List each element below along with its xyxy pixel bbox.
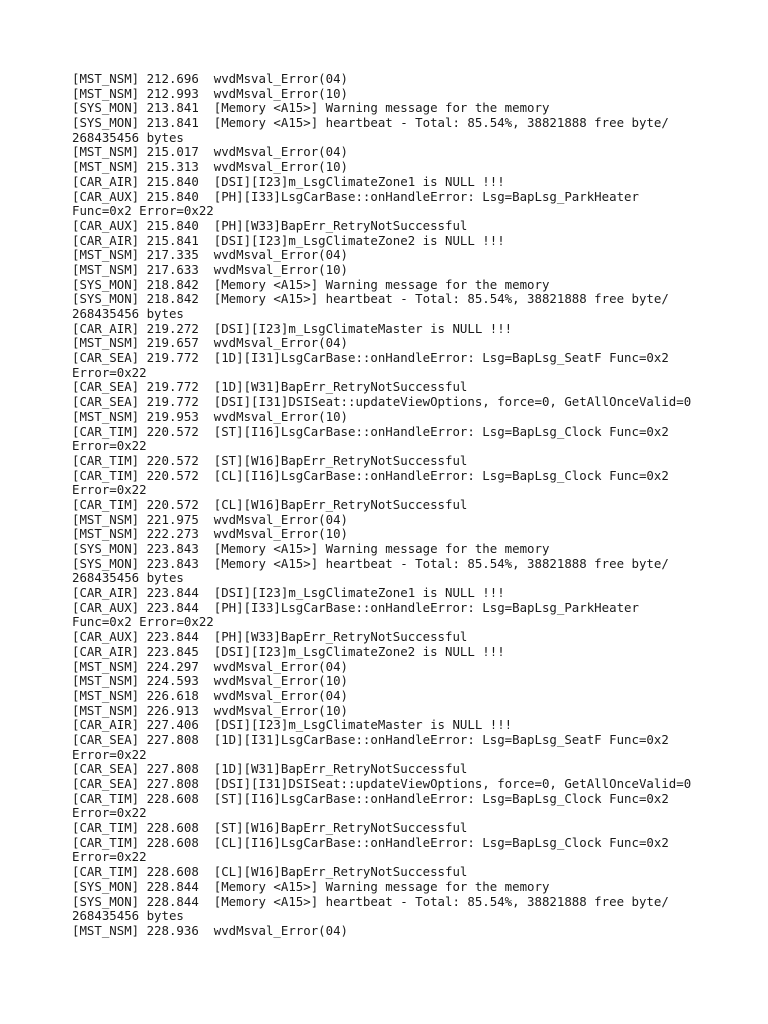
- log-line: [CAR_SEA] 219.772 [DSI][I31]DSISeat::updateViewOptions, force=0, GetAllOnceValid=0: [72, 394, 692, 410]
- log-line: [MST_NSM] 226.913 wvdMsval_Error(10): [72, 702, 349, 718]
- log-line: Error=0x22: [72, 746, 147, 762]
- log-line: [CAR_TIM] 220.572 [ST][W16]BapErr_RetryNotSuccessful: [72, 452, 468, 468]
- log-line: [SYS_MON] 218.842 [Memory <A15>] Warning message for the memory: [72, 276, 550, 292]
- log-line: [MST_NSM] 219.953 wvdMsval_Error(10): [72, 408, 349, 424]
- log-line: [CAR_TIM] 220.572 [ST][I16]LsgCarBase::onHandleError: Lsg=BapLsg_Clock Func=0x2: [72, 423, 669, 439]
- log-line: [CAR_AIR] 223.844 [DSI][I23]m_LsgClimateZone1 is NULL !!!: [72, 585, 505, 601]
- log-line: [MST_NSM] 222.273 wvdMsval_Error(10): [72, 526, 349, 542]
- log-line: [CAR_TIM] 228.608 [CL][W16]BapErr_RetryNotSuccessful: [72, 864, 468, 880]
- log-line: Func=0x2 Error=0x22: [72, 614, 214, 630]
- log-line: [CAR_AIR] 215.841 [DSI][I23]m_LsgClimateZone2 is NULL !!!: [72, 232, 505, 248]
- log-line: [CAR_AUX] 223.844 [PH][I33]LsgCarBase::onHandleError: Lsg=BapLsg_ParkHeater: [72, 599, 639, 615]
- log-line: [CAR_AIR] 219.272 [DSI][I23]m_LsgClimateMaster is NULL !!!: [72, 320, 513, 336]
- log-line: [MST_NSM] 224.593 wvdMsval_Error(10): [72, 673, 349, 689]
- log-line: [SYS_MON] 218.842 [Memory <A15>] heartbeat - Total: 85.54%, 38821888 free byte/: [72, 291, 669, 307]
- log-line: Error=0x22: [72, 482, 147, 498]
- log-line: [SYS_MON] 223.843 [Memory <A15>] Warning message for the memory: [72, 541, 550, 556]
- log-line: [CAR_SEA] 227.808 [1D][I31]LsgCarBase::onHandleError: Lsg=BapLsg_SeatF Func=0x2: [72, 731, 669, 747]
- log-line: [SYS_MON] 228.844 [Memory <A15>] Warning message for the memory: [72, 878, 550, 894]
- log-line: [SYS_MON] 213.841 [Memory <A15>] Warning message for the memory: [72, 100, 550, 116]
- log-line: [MST_NSM] 215.017 wvdMsval_Error(04): [72, 144, 349, 160]
- log-line: [MST_NSM] 212.696 wvdMsval_Error(04): [72, 71, 349, 86]
- log-line: [MST_NSM] 215.313 wvdMsval_Error(10): [72, 159, 349, 175]
- log-line: [CAR_SEA] 227.808 [1D][W31]BapErr_RetryNotSuccessful: [72, 761, 468, 777]
- log-line: [MST_NSM] 221.975 wvdMsval_Error(04): [72, 511, 349, 527]
- log-line: [CAR_TIM] 220.572 [CL][I16]LsgCarBase::onHandleError: Lsg=BapLsg_Clock Func=0x2: [72, 467, 669, 483]
- log-line: [MST_NSM] 217.335 wvdMsval_Error(04): [72, 247, 349, 263]
- log-line: Error=0x22: [72, 364, 147, 380]
- log-line: [MST_NSM] 226.618 wvdMsval_Error(04): [72, 687, 349, 703]
- log-document: [72, 72, 732, 939]
- log-line: Error=0x22: [72, 805, 147, 821]
- log-line: [CAR_AUX] 215.840 [PH][W33]BapErr_RetryNotSuccessful: [72, 217, 468, 233]
- log-line: 268435456 bytes: [72, 306, 184, 321]
- log-line: [CAR_SEA] 219.772 [1D][W31]BapErr_RetryNotSuccessful: [72, 379, 468, 395]
- log-line: [CAR_AUX] 223.844 [PH][W33]BapErr_RetryNotSuccessful: [72, 629, 468, 645]
- log-line: [MST_NSM] 219.657 wvdMsval_Error(04): [72, 335, 349, 351]
- log-line: [CAR_TIM] 220.572 [CL][W16]BapErr_RetryNotSuccessful: [72, 496, 468, 512]
- log-line: [SYS_MON] 223.843 [Memory <A15>] heartbeat - Total: 85.54%, 38821888 free byte/: [72, 555, 669, 571]
- log-line: 268435456 bytes: [72, 908, 184, 924]
- log-line: Error=0x22: [72, 849, 147, 865]
- log-line: 268435456 bytes: [72, 129, 184, 145]
- log-line: Error=0x22: [72, 438, 147, 454]
- log-line: [CAR_AIR] 227.406 [DSI][I23]m_LsgClimateMaster is NULL !!!: [72, 717, 513, 733]
- log-line: [CAR_TIM] 228.608 [ST][W16]BapErr_RetryNotSuccessful: [72, 820, 468, 836]
- log-line: [SYS_MON] 228.844 [Memory <A15>] heartbeat - Total: 85.54%, 38821888 free byte/: [72, 893, 669, 909]
- log-line: [CAR_AIR] 223.845 [DSI][I23]m_LsgClimateZone2 is NULL !!!: [72, 643, 505, 659]
- log-line: [SYS_MON] 213.841 [Memory <A15>] heartbeat - Total: 85.54%, 38821888 free byte/: [72, 115, 669, 131]
- log-line: [CAR_TIM] 228.608 [CL][I16]LsgCarBase::onHandleError: Lsg=BapLsg_Clock Func=0x2: [72, 834, 669, 850]
- log-line: [MST_NSM] 217.633 wvdMsval_Error(10): [72, 261, 349, 277]
- log-line: [MST_NSM] 212.993 wvdMsval_Error(10): [72, 85, 349, 101]
- log-line: [CAR_SEA] 219.772 [1D][I31]LsgCarBase::onHandleError: Lsg=BapLsg_SeatF Func=0x2: [72, 350, 669, 366]
- log-line: [MST_NSM] 228.936 wvdMsval_Error(04): [72, 922, 349, 938]
- log-line: Func=0x2 Error=0x22: [72, 203, 214, 219]
- log-line: [CAR_TIM] 228.608 [ST][I16]LsgCarBase::onHandleError: Lsg=BapLsg_Clock Func=0x2: [72, 790, 669, 806]
- log-line: [MST_NSM] 224.297 wvdMsval_Error(04): [72, 658, 349, 674]
- log-line: 268435456 bytes: [72, 570, 184, 586]
- log-line: [CAR_AIR] 215.840 [DSI][I23]m_LsgClimateZone1 is NULL !!!: [72, 173, 505, 189]
- log-line: [CAR_AUX] 215.840 [PH][I33]LsgCarBase::onHandleError: Lsg=BapLsg_ParkHeater: [72, 188, 639, 204]
- log-body: [72, 72, 732, 939]
- log-line: [CAR_SEA] 227.808 [DSI][I31]DSISeat::updateViewOptions, force=0, GetAllOnceValid=0: [72, 776, 692, 791]
